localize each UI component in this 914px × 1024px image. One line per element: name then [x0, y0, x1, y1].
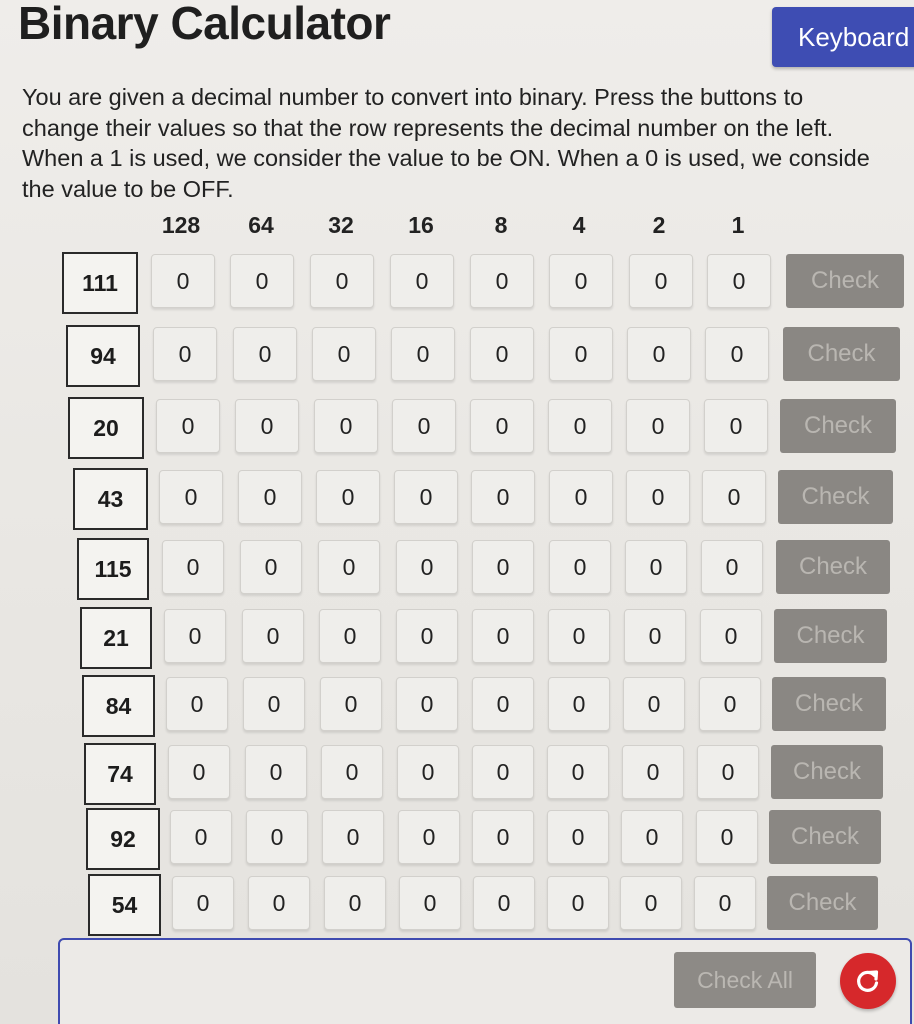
bit-toggle-button[interactable]: 0 [549, 254, 613, 308]
bit-toggle-button[interactable]: 0 [230, 254, 294, 308]
check-button[interactable]: Check [786, 254, 904, 308]
bit-toggle-button[interactable]: 0 [233, 327, 297, 381]
bit-toggle-button[interactable]: 0 [248, 876, 310, 930]
decimal-value-box: 111 [62, 252, 138, 314]
place-value-header: 32 [328, 212, 354, 238]
bit-toggle-button[interactable]: 0 [548, 399, 612, 453]
bit-toggle-button[interactable]: 0 [397, 745, 459, 799]
bit-toggle-button[interactable]: 0 [394, 470, 458, 524]
check-all-button[interactable]: Check All [674, 952, 816, 1008]
bit-toggle-button[interactable]: 0 [472, 745, 534, 799]
bit-toggle-button[interactable]: 0 [548, 677, 610, 731]
bit-toggle-button[interactable]: 0 [392, 399, 456, 453]
bit-toggle-button[interactable]: 0 [320, 677, 382, 731]
decimal-value-box: 94 [66, 325, 140, 387]
bit-toggle-button[interactable]: 0 [321, 745, 383, 799]
bit-toggle-button[interactable]: 0 [620, 876, 682, 930]
check-button[interactable]: Check [774, 609, 887, 663]
bit-toggle-button[interactable]: 0 [549, 470, 613, 524]
check-button[interactable]: Check [769, 810, 881, 864]
bit-toggle-button[interactable]: 0 [627, 327, 691, 381]
bit-toggle-button[interactable]: 0 [235, 399, 299, 453]
bit-toggle-button[interactable]: 0 [697, 745, 759, 799]
bit-toggle-button[interactable]: 0 [707, 254, 771, 308]
bit-toggle-button[interactable]: 0 [472, 810, 534, 864]
bit-toggle-button[interactable]: 0 [470, 399, 534, 453]
check-button[interactable]: Check [776, 540, 890, 594]
bit-toggle-button[interactable]: 0 [696, 810, 758, 864]
keyboard-button[interactable]: Keyboard [772, 7, 914, 67]
decimal-value-box: 74 [84, 743, 156, 805]
place-value-header: 64 [248, 212, 274, 238]
check-button[interactable]: Check [767, 876, 878, 930]
bit-toggle-button[interactable]: 0 [324, 876, 386, 930]
check-button[interactable]: Check [771, 745, 883, 799]
bit-toggle-button[interactable]: 0 [319, 609, 381, 663]
bit-toggle-button[interactable]: 0 [322, 810, 384, 864]
decimal-value-box: 84 [82, 675, 155, 737]
bit-toggle-button[interactable]: 0 [390, 254, 454, 308]
bit-toggle-button[interactable]: 0 [547, 876, 609, 930]
bit-toggle-button[interactable]: 0 [622, 745, 684, 799]
bit-toggle-button[interactable]: 0 [153, 327, 217, 381]
bit-toggle-button[interactable]: 0 [399, 876, 461, 930]
check-button[interactable]: Check [778, 470, 893, 524]
bit-toggle-button[interactable]: 0 [702, 470, 766, 524]
bit-toggle-button[interactable]: 0 [396, 677, 458, 731]
bit-toggle-button[interactable]: 0 [470, 254, 534, 308]
place-value-header: 16 [408, 212, 434, 238]
bit-toggle-button[interactable]: 0 [694, 876, 756, 930]
decimal-value-box: 43 [73, 468, 148, 530]
bit-toggle-button[interactable]: 0 [699, 677, 761, 731]
bit-toggle-button[interactable]: 0 [168, 745, 230, 799]
bit-toggle-button[interactable]: 0 [626, 399, 690, 453]
bit-toggle-button[interactable]: 0 [238, 470, 302, 524]
bit-toggle-button[interactable]: 0 [472, 540, 534, 594]
place-value-header: 4 [572, 212, 586, 238]
bit-toggle-button[interactable]: 0 [156, 399, 220, 453]
bit-toggle-button[interactable]: 0 [312, 327, 376, 381]
bit-toggle-button[interactable]: 0 [396, 540, 458, 594]
bit-toggle-button[interactable]: 0 [242, 609, 304, 663]
place-value-header: 2 [652, 212, 666, 238]
bit-toggle-button[interactable]: 0 [240, 540, 302, 594]
bit-toggle-button[interactable]: 0 [159, 470, 223, 524]
place-value-header: 8 [494, 212, 508, 238]
bit-toggle-button[interactable]: 0 [549, 540, 611, 594]
bit-toggle-button[interactable]: 0 [172, 876, 234, 930]
bit-toggle-button[interactable]: 0 [398, 810, 460, 864]
check-button[interactable]: Check [780, 399, 896, 453]
check-button[interactable]: Check [772, 677, 886, 731]
reset-button[interactable] [840, 953, 896, 1009]
bit-toggle-button[interactable]: 0 [164, 609, 226, 663]
place-value-header: 128 [161, 212, 201, 238]
bit-toggle-button[interactable]: 0 [318, 540, 380, 594]
instructions-line: the value to be OFF. [22, 175, 234, 202]
bit-toggle-button[interactable]: 0 [162, 540, 224, 594]
decimal-value-box: 115 [77, 538, 149, 600]
bit-toggle-button[interactable]: 0 [396, 609, 458, 663]
bit-toggle-button[interactable]: 0 [629, 254, 693, 308]
decimal-value-box: 20 [68, 397, 144, 459]
bit-toggle-button[interactable]: 0 [547, 810, 609, 864]
check-button[interactable]: Check [783, 327, 900, 381]
instructions-line: You are given a decimal number to convert into binary. Press the buttons to [22, 84, 804, 110]
bit-toggle-button[interactable]: 0 [316, 470, 380, 524]
page-title: Binary Calculator [18, 0, 391, 49]
bit-toggle-button[interactable]: 0 [471, 470, 535, 524]
instructions-line: When a 1 is used, we consider the value to be ON. When a 0 is used, we conside [22, 145, 870, 171]
reset-icon [853, 966, 883, 996]
bit-toggle-button[interactable]: 0 [246, 810, 308, 864]
bit-toggle-button[interactable]: 0 [700, 609, 762, 663]
bit-toggle-button[interactable]: 0 [170, 810, 232, 864]
bit-toggle-button[interactable]: 0 [166, 677, 228, 731]
bit-toggle-button[interactable]: 0 [549, 327, 613, 381]
decimal-value-box: 54 [88, 874, 161, 936]
bit-toggle-button[interactable]: 0 [548, 609, 610, 663]
bit-toggle-button[interactable]: 0 [621, 810, 683, 864]
bit-toggle-button[interactable]: 0 [705, 327, 769, 381]
bit-toggle-button[interactable]: 0 [243, 677, 305, 731]
bit-toggle-button[interactable]: 0 [701, 540, 763, 594]
bit-toggle-button[interactable]: 0 [245, 745, 307, 799]
bit-toggle-button[interactable]: 0 [391, 327, 455, 381]
bit-toggle-button[interactable]: 0 [472, 609, 534, 663]
instructions [22, 82, 914, 204]
bit-toggle-button[interactable]: 0 [314, 399, 378, 453]
bit-toggle-button[interactable]: 0 [472, 677, 534, 731]
bit-toggle-button[interactable]: 0 [624, 609, 686, 663]
bit-toggle-button[interactable]: 0 [547, 745, 609, 799]
bit-toggle-button[interactable]: 0 [626, 470, 690, 524]
bit-toggle-button[interactable]: 0 [623, 677, 685, 731]
bit-toggle-button[interactable]: 0 [473, 876, 535, 930]
bit-toggle-button[interactable]: 0 [151, 254, 215, 308]
bit-toggle-button[interactable]: 0 [470, 327, 534, 381]
bit-toggle-button[interactable]: 0 [704, 399, 768, 453]
decimal-value-box: 92 [86, 808, 160, 870]
decimal-value-box: 21 [80, 607, 152, 669]
instructions-line: change their values so that the row represents the decimal number on the left. [22, 114, 834, 141]
place-value-header: 1 [731, 212, 745, 238]
bit-toggle-button[interactable]: 0 [310, 254, 374, 308]
bit-toggle-button[interactable]: 0 [625, 540, 687, 594]
